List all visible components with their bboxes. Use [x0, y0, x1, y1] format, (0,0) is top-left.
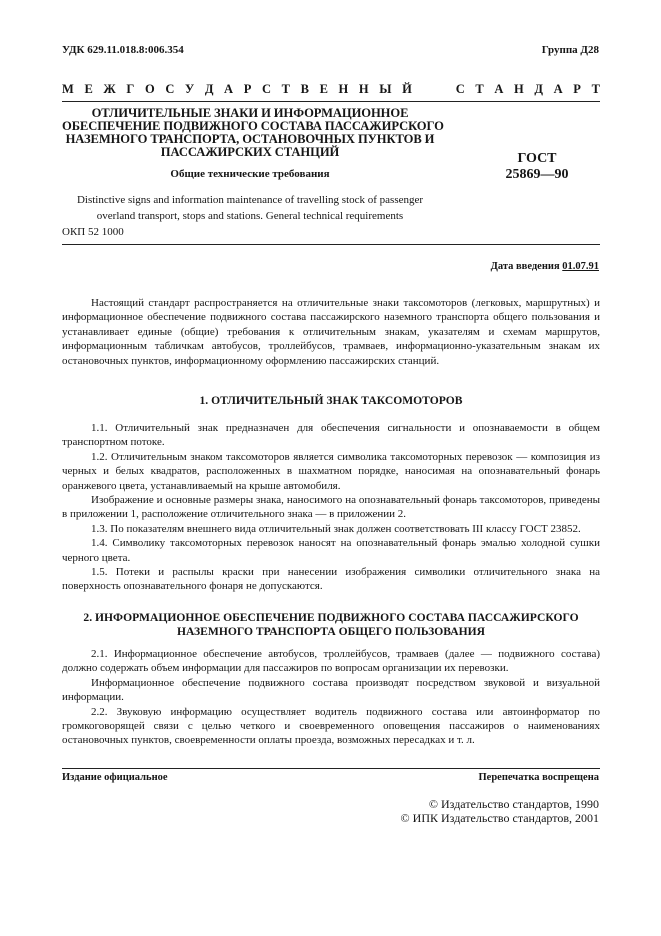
- banner-letter: У: [185, 82, 195, 96]
- group-code: Группа Д28: [541, 44, 599, 56]
- title-line: ОТЛИЧИТЕЛЬНЫЕ ЗНАКИ И ИНФОРМАЦИОННОЕ: [91, 106, 409, 120]
- intro-paragraph: Настоящий стандарт распространяется на отличительные знаки таксомоторов (легковых, маршрутных) и информационное обеспечение подвижного состава пассажирского наземного транспорта общего пользования и устанавливает единые (общие) требования к отличительным знакам, указателям и схемам маршрутов, информационным табличкам автобусов, троллейбусов, трамваев, информационно-указательным знакам их остановочных пунктов, информационному оформлению пассажирских станций.: [62, 297, 600, 367]
- banner-letter: Р: [573, 82, 581, 96]
- banner-letter: Т: [475, 82, 484, 96]
- intro-block: [62, 296, 600, 368]
- banner-letter: А: [224, 82, 234, 96]
- banner-letter: Д: [534, 82, 544, 96]
- banner-letter: Н: [358, 82, 369, 96]
- banner-letter: В: [300, 82, 309, 96]
- english-title: [62, 193, 438, 225]
- banner-letter: С: [261, 82, 271, 96]
- section-2-title: [62, 611, 600, 639]
- section-1-paragraph: 1.5. Потеки и распылы краски при нанесении изображения символики отличительного знака на поверхность опознавательного фонаря не допускаются.: [62, 566, 600, 593]
- section-1-paragraph: 1.3. По показателям внешнего вида отличительный знак должен соответствовать III классу ГОСТ 23852.: [91, 522, 581, 535]
- copyright-1990: © Издательство стандартов, 1990: [428, 797, 599, 811]
- okp-rule: [62, 244, 600, 245]
- banner-letter: Д: [204, 82, 214, 96]
- banner-letter: Й: [402, 82, 412, 96]
- official-edition-note: Издание официальное: [62, 772, 168, 783]
- banner-letter: А: [553, 82, 563, 96]
- copyright-2001: © ИПК Издательство стандартов, 2001: [400, 811, 599, 825]
- banner-letter: Н: [338, 82, 349, 96]
- banner-letter: Е: [84, 82, 93, 96]
- section-1-paragraph: 1.1. Отличительный знак предназначен для обеспечения сигнальности и опознаваемости в общем транспортном потоке.: [62, 422, 600, 449]
- title-line: НАЗЕМНОГО ТРАНСПОРТА, ОСТАНОВОЧНЫХ ПУНКТОВ И: [65, 131, 435, 146]
- okp-code: ОКП 52 1000: [62, 226, 124, 238]
- banner-letter: Т: [281, 82, 290, 96]
- banner-letter: Ы: [379, 82, 392, 96]
- banner-letter: Р: [243, 82, 252, 96]
- header-rule: [62, 101, 600, 102]
- udk-code: УДК 629.11.018.8:006.354: [62, 44, 184, 56]
- section-1-paragraph: 1.2. Отличительным знаком таксомоторов является символика таксомоторных перевозок — композиция из черных и белых квадратов, расположенных в шахматном порядке, наносимая на опознавательный фонарь оранжевого цвета, устанавливаемый на крыше автомобиля.: [62, 450, 600, 492]
- section-1-title: 1. ОТЛИЧИТЕЛЬНЫЙ ЗНАК ТАКСОМОТОРОВ: [199, 394, 463, 407]
- banner-letter: Н: [514, 82, 524, 96]
- banner-letter: Г: [126, 82, 135, 96]
- section-2-paragraph: 2.2. Звуковую информацию осуществляет водитель подвижного состава или автоинформатор по громкоговорящей связи с целью четкого и своевременного оповещения пассажиров о наименованиях остановочных пунктов, своевременности оплаты проезда, возможных пересадках и т. л.: [62, 705, 600, 747]
- gost-designation: [486, 151, 588, 183]
- section-2-body: [62, 647, 600, 748]
- document-title: [62, 106, 444, 159]
- section-1-paragraph: 1.4. Символику таксомоторных перевозок наносят на опознавательный фонарь эмалью холодной сушки черного цвета.: [62, 537, 600, 564]
- section-1-body: [62, 421, 600, 594]
- reprint-prohibited-note: Перепечатка воспрещена: [478, 772, 599, 783]
- title-line: ПАССАЖИРСКИХ СТАНЦИЙ: [160, 144, 340, 159]
- english-title-line: Distinctive signs and information maintenance of travelling stock of passenger: [76, 194, 424, 206]
- section-2-title-line: 2. ИНФОРМАЦИОННОЕ ОБЕСПЕЧЕНИЕ ПОДВИЖНОГО СОСТАВА ПАССАЖИРСКОГО: [83, 611, 579, 624]
- document-subtitle: Общие технические требования: [170, 168, 330, 180]
- title-line: ОБЕСПЕЧЕНИЕ ПОДВИЖНОГО СОСТАВА ПАССАЖИРСКОГО: [62, 118, 444, 133]
- gost-number: 25869—90: [505, 167, 569, 183]
- banner-letter: С: [165, 82, 175, 96]
- effective-date-label: Дата введения: [490, 261, 560, 272]
- effective-date-value: 01.07.91: [562, 261, 599, 272]
- banner-letter: О: [144, 82, 155, 96]
- banner-letter: Ж: [103, 82, 116, 96]
- banner-letter: А: [494, 82, 504, 96]
- footer-rule: [62, 768, 600, 769]
- section-1-paragraph: Изображение и основные размеры знака, наносимого на опознавательный фонарь таксомоторов, приведены в приложении 1, расположение отличительного знака — в приложении 2.: [62, 494, 600, 521]
- banner-letter: Т: [591, 82, 600, 96]
- gost-label: ГОСТ: [517, 151, 557, 166]
- section-2-paragraph: Информационное обеспечение подвижного состава производят посредством звуковой и визуальной информации.: [62, 676, 600, 704]
- interstate-standard-banner: [62, 82, 600, 97]
- banner-letter: М: [62, 82, 74, 96]
- english-title-line: overland transport, stops and stations. General technical requirements: [96, 209, 404, 222]
- section-2-title-line: НАЗЕМНОГО ТРАНСПОРТА ОБЩЕГО ПОЛЬЗОВАНИЯ: [176, 625, 486, 638]
- banner-letter: Е: [319, 82, 328, 96]
- banner-letter: С: [455, 82, 465, 96]
- effective-date: [491, 261, 599, 272]
- section-2-paragraph: 2.1. Информационное обеспечение автобусов, троллейбусов, трамваев (далее — подвижного состава) должно содержать объем информации для пассажиров по вопросам организации их перевозки.: [62, 648, 600, 675]
